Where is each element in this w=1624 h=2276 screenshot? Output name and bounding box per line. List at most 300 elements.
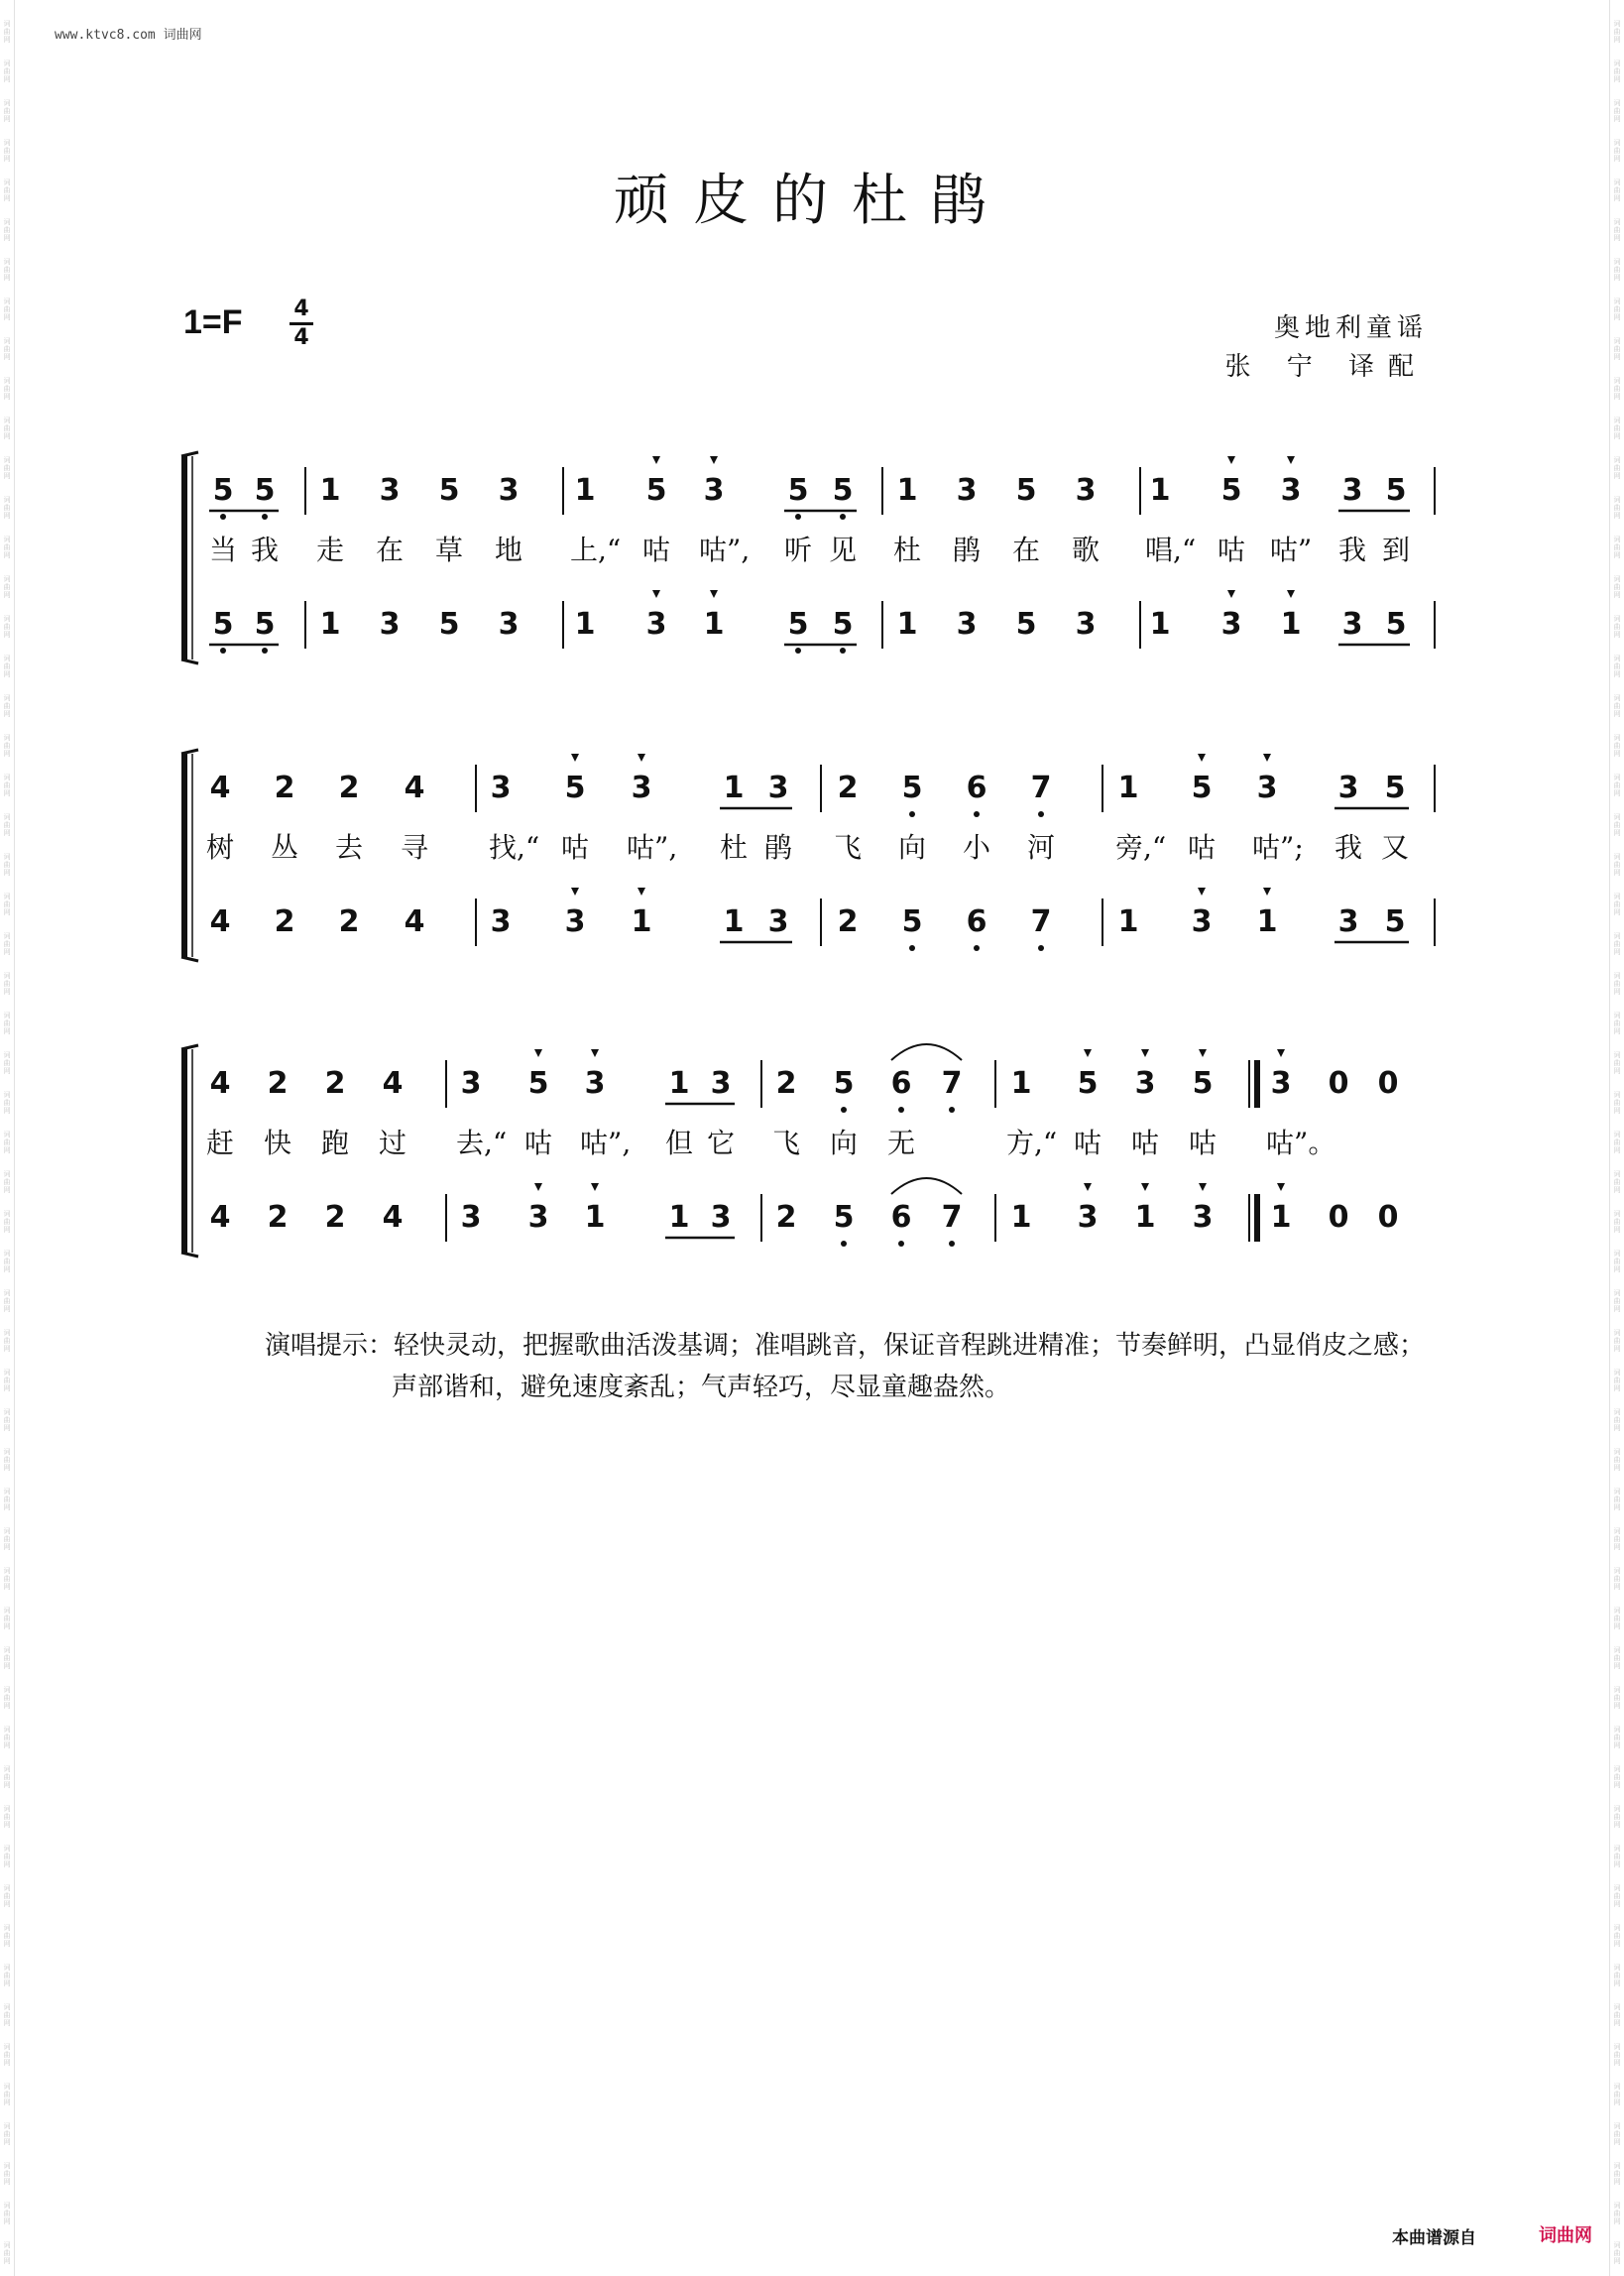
lyric-char: 咕”, (699, 534, 751, 566)
note-voice2: 1 (703, 607, 725, 642)
side-watermark-text: 词曲网 (3, 417, 11, 440)
note-voice1: 1 (668, 1066, 690, 1101)
side-watermark-text: 词曲网 (3, 60, 11, 83)
side-watermark-text: 词曲网 (1613, 1527, 1621, 1551)
side-watermark-text: 词曲网 (3, 655, 11, 678)
lyric-char: 树 (205, 831, 234, 864)
lyric-char: 咕 (560, 831, 589, 864)
side-watermark-text: 词曲网 (1613, 2083, 1621, 2106)
note-voice1: 3 (490, 771, 512, 805)
lyric-char: 咕”; (1252, 831, 1304, 864)
staccato-mark (1199, 1049, 1207, 1057)
side-watermark-text: 词曲网 (3, 1805, 11, 1829)
lyric-char: 咕 (641, 534, 670, 566)
low-octave-dot (974, 945, 980, 951)
lyric-char: 歌 (1071, 534, 1100, 566)
note-voice2: 5 (787, 607, 809, 642)
note-voice2: 5 (1015, 607, 1037, 642)
side-watermark-text: 词曲网 (1613, 298, 1621, 321)
note-voice2: 1 (1149, 607, 1171, 642)
note-voice2: 1 (1256, 904, 1278, 939)
key-signature: 1=F (183, 303, 243, 341)
side-watermark-text: 词曲网 (1613, 972, 1621, 996)
note-voice1: 1 (1117, 771, 1139, 805)
lyric-char: 咕”, (580, 1127, 632, 1159)
staccato-mark (1084, 1183, 1092, 1191)
side-watermark-text: 词曲网 (3, 1884, 11, 1908)
side-watermark-text: 词曲网 (1613, 337, 1621, 361)
note-voice2: 2 (338, 904, 360, 939)
time-signature-top: 4 (293, 297, 309, 321)
lyric-char: 咕” (1269, 534, 1313, 566)
side-watermark-text: 词曲网 (1613, 853, 1621, 877)
staccato-mark (534, 1183, 542, 1191)
side-watermark-text: 词曲网 (1613, 1250, 1621, 1273)
staccato-mark (1198, 754, 1206, 762)
lyric-char: 咕 (1073, 1127, 1102, 1159)
low-octave-dot (949, 1241, 955, 1247)
staccato-mark (638, 754, 645, 762)
lyric-char: 在 (375, 534, 404, 566)
side-watermark-text: 词曲网 (1613, 1964, 1621, 1987)
lyric-char: 旁,“ (1115, 831, 1167, 864)
lyric-char: 但 (664, 1127, 693, 1159)
note-voice2: 3 (1192, 1200, 1214, 1235)
side-watermark-text: 词曲网 (1613, 1488, 1621, 1511)
side-watermark-text: 词曲网 (1613, 139, 1621, 163)
lyric-char: 无 (886, 1127, 915, 1159)
low-octave-dot (795, 648, 801, 654)
note-voice1: 3 (1280, 473, 1302, 508)
side-watermark-text: 词曲网 (3, 1448, 11, 1472)
side-watermark-text: 词曲网 (1613, 1012, 1621, 1035)
side-watermark-text: 词曲网 (1613, 1369, 1621, 1392)
note-voice2: 1 (584, 1200, 606, 1235)
side-watermark-text: 词曲网 (3, 377, 11, 401)
staccato-mark (571, 754, 579, 762)
note-voice2: 1 (574, 607, 596, 642)
note-voice2: 5 (254, 607, 276, 642)
note-voice1: 2 (775, 1066, 797, 1101)
note-voice1: 5 (438, 473, 460, 508)
staccato-mark (1263, 888, 1271, 896)
low-octave-dot (898, 1107, 904, 1113)
note-voice1: 1 (1010, 1066, 1032, 1101)
note-voice1: 7 (1030, 771, 1052, 805)
note-voice1: 4 (209, 771, 231, 805)
note-voice1: 3 (703, 473, 725, 508)
note-voice2: 3 (490, 904, 512, 939)
note-voice1: 5 (833, 1066, 855, 1101)
side-watermark-text: 词曲网 (3, 1527, 11, 1551)
side-watermark-text: 词曲网 (1613, 536, 1621, 559)
side-watermark-text: 词曲网 (1613, 1726, 1621, 1749)
side-watermark-text: 词曲网 (1613, 1289, 1621, 1313)
note-voice2: 3 (527, 1200, 549, 1235)
note-voice2: 3 (645, 607, 667, 642)
footer-source: 本曲谱源自 (1392, 2228, 1476, 2248)
note-voice2: 1 (1134, 1200, 1156, 1235)
side-watermark-text: 词曲网 (1613, 417, 1621, 440)
side-watermark-text: 词曲网 (3, 1012, 11, 1035)
bracket-hook-top (181, 1045, 198, 1049)
side-watermark-text: 词曲网 (3, 1170, 11, 1194)
low-octave-dot (262, 648, 268, 654)
lyric-char: 咕 (1217, 534, 1245, 566)
side-watermark-text: 词曲网 (3, 536, 11, 559)
side-watermark-text: 词曲网 (1613, 575, 1621, 599)
lyric-char: 走 (315, 534, 344, 566)
side-watermark-text: 词曲网 (3, 179, 11, 202)
side-watermark-text: 词曲网 (1613, 1448, 1621, 1472)
note-voice1: 3 (1337, 771, 1359, 805)
side-watermark-text: 词曲网 (3, 2043, 11, 2067)
side-watermark-text: 词曲网 (3, 456, 11, 480)
note-voice2: 5 (901, 904, 923, 939)
side-watermark-text: 词曲网 (1613, 99, 1621, 123)
side-watermark-text: 词曲网 (3, 1924, 11, 1948)
note-voice2: 2 (775, 1200, 797, 1235)
note-voice2: 3 (1220, 607, 1242, 642)
note-voice2: 2 (837, 904, 859, 939)
note-voice1: 3 (1256, 771, 1278, 805)
side-watermark-text: 词曲网 (1613, 932, 1621, 956)
side-watermark-text: 词曲网 (3, 2122, 11, 2146)
side-watermark-text: 词曲网 (1613, 1131, 1621, 1154)
side-watermark-text: 词曲网 (3, 2202, 11, 2225)
note-voice1: 3 (1270, 1066, 1292, 1101)
side-watermark-text: 词曲网 (1613, 2162, 1621, 2186)
side-watermark-text: 词曲网 (3, 1369, 11, 1392)
note-voice1: 7 (941, 1066, 963, 1101)
lyric-char: 河 (1026, 831, 1055, 864)
side-watermark-text: 词曲网 (3, 1051, 11, 1075)
note-voice1: 3 (379, 473, 401, 508)
staccato-mark (1287, 590, 1295, 598)
side-watermark-text: 词曲网 (3, 99, 11, 123)
side-watermark-text: 词曲网 (3, 1686, 11, 1710)
staccato-mark (1198, 888, 1206, 896)
note-voice2: 0 (1377, 1200, 1399, 1235)
note-voice1: 2 (338, 771, 360, 805)
note-voice1: 5 (1384, 771, 1406, 805)
staccato-mark (652, 590, 660, 598)
note-voice2: 7 (1030, 904, 1052, 939)
side-watermark-text: 词曲网 (1613, 813, 1621, 837)
note-voice1: 3 (460, 1066, 482, 1101)
note-voice1: 5 (527, 1066, 549, 1101)
note-voice2: 1 (896, 607, 918, 642)
footer-site-link[interactable]: 词曲网 (1539, 2225, 1592, 2246)
note-voice2: 1 (723, 904, 745, 939)
lyric-char: 草 (434, 534, 463, 566)
lyric-char: 向 (829, 1127, 858, 1159)
note-voice1: 6 (890, 1066, 912, 1101)
side-watermark-text: 词曲网 (3, 2241, 11, 2265)
lyric-char: 快 (263, 1127, 291, 1159)
side-watermark-text: 词曲网 (3, 1726, 11, 1749)
side-watermark-text: 词曲网 (3, 1250, 11, 1273)
side-watermark-text: 词曲网 (3, 1329, 11, 1353)
lyric-char: 鹃 (952, 534, 981, 566)
note-voice1: 5 (1191, 771, 1213, 805)
side-watermark-text: 词曲网 (1613, 1884, 1621, 1908)
translator-credit: 张 宁 译配 (1224, 352, 1428, 382)
lyric-char: 寻 (400, 831, 428, 864)
low-octave-dot (909, 811, 915, 817)
note-voice1: 4 (382, 1066, 404, 1101)
staccato-mark (710, 456, 718, 464)
side-watermark-text: 词曲网 (1613, 1845, 1621, 1868)
staccato-mark (534, 1049, 542, 1057)
low-octave-dot (840, 514, 846, 520)
side-watermark-text: 词曲网 (3, 1765, 11, 1789)
lyric-char: 咕 (1188, 1127, 1217, 1159)
side-watermark-text: 词曲网 (3, 734, 11, 758)
note-voice2: 3 (1075, 607, 1097, 642)
lyric-char: 见 (828, 534, 857, 566)
staccato-mark (1199, 1183, 1207, 1191)
note-voice1: 2 (274, 771, 295, 805)
note-voice2: 3 (379, 607, 401, 642)
note-voice1: 5 (1077, 1066, 1099, 1101)
lyric-char: 小 (962, 831, 990, 864)
low-octave-dot (841, 1241, 847, 1247)
side-watermark-text: 词曲网 (3, 2083, 11, 2106)
staccato-mark (710, 590, 718, 598)
note-voice2: 1 (1270, 1200, 1292, 1235)
bracket-hook-top (181, 750, 198, 754)
lyric-char: 过 (378, 1127, 406, 1159)
note-voice2: 0 (1328, 1200, 1349, 1235)
lyric-char: 方,“ (1006, 1127, 1058, 1159)
lyric-char: 丛 (270, 831, 298, 864)
side-watermark-text: 词曲网 (1613, 2122, 1621, 2146)
side-watermark-text: 词曲网 (1613, 1646, 1621, 1670)
lyric-char: 杜 (719, 831, 748, 864)
side-watermark-text: 词曲网 (3, 2162, 11, 2186)
side-watermark-text: 词曲网 (3, 893, 11, 916)
lyric-char: 找,“ (489, 831, 540, 864)
side-watermark-text: 词曲网 (1613, 60, 1621, 83)
side-watermark-text: 词曲网 (1613, 1765, 1621, 1789)
lyric-char: 我 (1337, 534, 1366, 566)
lyric-char: 听 (783, 534, 812, 566)
note-voice1: 3 (498, 473, 520, 508)
side-watermark-text: 词曲网 (1613, 1170, 1621, 1194)
tips-line-2: 声部谐和，避免速度紊乱；气声轻巧，尽显童趣盎然。 (392, 1373, 1011, 1402)
side-watermark-text: 词曲网 (1613, 774, 1621, 797)
side-watermark-text: 词曲网 (1613, 258, 1621, 282)
lyric-char: 飞 (833, 831, 862, 864)
lyric-char: 飞 (771, 1127, 800, 1159)
note-voice2: 3 (1077, 1200, 1099, 1235)
lyric-char: 向 (897, 831, 926, 864)
lyric-char: 咕”, (627, 831, 678, 864)
side-watermark-text: 词曲网 (3, 694, 11, 718)
note-voice2: 3 (1191, 904, 1213, 939)
side-watermark-text: 词曲网 (3, 1964, 11, 1987)
side-watermark-text: 词曲网 (3, 853, 11, 877)
bracket-hook-bottom (181, 1253, 198, 1257)
low-octave-dot (840, 648, 846, 654)
note-voice1: 0 (1328, 1066, 1349, 1101)
note-voice2: 7 (941, 1200, 963, 1235)
side-watermark-text: 词曲网 (3, 496, 11, 520)
side-watermark-text: 词曲网 (1613, 1567, 1621, 1591)
note-voice2: 1 (319, 607, 341, 642)
low-octave-dot (1038, 945, 1044, 951)
note-voice2: 4 (209, 904, 231, 939)
lyric-char: 它 (706, 1127, 735, 1159)
note-voice1: 5 (1015, 473, 1037, 508)
side-watermark-text: 词曲网 (1613, 1210, 1621, 1234)
side-watermark-text: 词曲网 (3, 774, 11, 797)
side-watermark-text: 词曲网 (1613, 179, 1621, 202)
note-voice1: 1 (574, 473, 596, 508)
note-voice2: 5 (212, 607, 234, 642)
note-voice2: 1 (631, 904, 652, 939)
note-voice1: 5 (832, 473, 854, 508)
low-octave-dot (220, 648, 226, 654)
side-watermark-text: 词曲网 (3, 932, 11, 956)
note-voice2: 5 (832, 607, 854, 642)
staccato-mark (591, 1183, 599, 1191)
side-watermark-text: 词曲网 (1613, 1607, 1621, 1630)
bracket-hook-top (181, 452, 198, 456)
low-octave-dot (949, 1107, 955, 1113)
staccato-mark (1287, 456, 1295, 464)
staccato-mark (652, 456, 660, 464)
lyric-char: 上,“ (570, 534, 622, 566)
low-octave-dot (795, 514, 801, 520)
side-watermark-text: 词曲网 (3, 1845, 11, 1868)
note-voice2: 4 (382, 1200, 404, 1235)
low-octave-dot (909, 945, 915, 951)
note-voice1: 0 (1377, 1066, 1399, 1101)
side-watermark-text: 词曲网 (1613, 893, 1621, 916)
low-octave-dot (1038, 811, 1044, 817)
note-voice2: 4 (209, 1200, 231, 1235)
lyric-char: 当 (208, 534, 237, 566)
note-voice1: 3 (1134, 1066, 1156, 1101)
lyric-char: 去 (334, 831, 363, 864)
side-watermark-text: 词曲网 (1613, 1091, 1621, 1115)
time-signature-bottom: 4 (293, 325, 309, 350)
note-voice2: 1 (1117, 904, 1139, 939)
note-voice2: 4 (404, 904, 425, 939)
note-voice1: 3 (767, 771, 789, 805)
note-voice1: 2 (267, 1066, 289, 1101)
side-watermark-text: 词曲网 (3, 337, 11, 361)
side-watermark-text: 词曲网 (1613, 734, 1621, 758)
side-watermark-text: 词曲网 (1613, 2003, 1621, 2027)
lyric-char: 地 (494, 534, 522, 566)
side-watermark-text: 词曲网 (3, 1210, 11, 1234)
side-watermark-text: 词曲网 (3, 139, 11, 163)
origin-credit: 奥地利童谣 (1273, 313, 1428, 343)
lyric-char: 我 (250, 534, 279, 566)
note-voice2: 1 (1010, 1200, 1032, 1235)
side-watermark-text: 词曲网 (3, 615, 11, 639)
note-voice1: 5 (254, 473, 276, 508)
side-watermark-text: 词曲网 (1613, 2043, 1621, 2067)
side-watermark-text: 词曲网 (3, 298, 11, 321)
side-watermark-text: 词曲网 (1613, 377, 1621, 401)
lyric-char: 鹃 (763, 831, 792, 864)
side-watermark-text: 词曲网 (3, 258, 11, 282)
note-voice1: 5 (1192, 1066, 1214, 1101)
note-voice2: 5 (1385, 607, 1407, 642)
lyric-char: 到 (1381, 534, 1410, 566)
side-watermark-text: 词曲网 (3, 1408, 11, 1432)
low-octave-dot (262, 514, 268, 520)
lyric-char: 去,“ (456, 1127, 508, 1159)
note-voice2: 3 (956, 607, 978, 642)
note-voice2: 6 (890, 1200, 912, 1235)
note-voice1: 3 (1341, 473, 1363, 508)
side-watermark-text: 词曲网 (3, 1289, 11, 1313)
note-voice1: 3 (956, 473, 978, 508)
lyric-char: 杜 (892, 534, 921, 566)
note-voice1: 4 (404, 771, 425, 805)
lyric-char: 咕 (1187, 831, 1216, 864)
note-voice2: 1 (668, 1200, 690, 1235)
note-voice2: 2 (274, 904, 295, 939)
low-octave-dot (974, 811, 980, 817)
note-voice2: 2 (267, 1200, 289, 1235)
lyric-char: 赶 (205, 1127, 234, 1159)
side-watermark-text: 词曲网 (3, 1607, 11, 1630)
side-watermark-text: 词曲网 (3, 218, 11, 242)
lyric-char: 唱,“ (1145, 534, 1197, 566)
site-header[interactable]: www.ktvc8.com 词曲网 (55, 28, 202, 43)
staccato-mark (1277, 1049, 1285, 1057)
note-voice2: 3 (1337, 904, 1359, 939)
note-voice1: 1 (896, 473, 918, 508)
low-octave-dot (220, 514, 226, 520)
lyric-char: 我 (1334, 831, 1362, 864)
side-watermark-text: 词曲网 (1613, 218, 1621, 242)
note-voice2: 3 (710, 1200, 732, 1235)
side-watermark-text: 词曲网 (1613, 2241, 1621, 2265)
note-voice1: 5 (1385, 473, 1407, 508)
side-watermark-text: 词曲网 (3, 1488, 11, 1511)
side-watermark-text: 词曲网 (3, 1567, 11, 1591)
staccato-mark (591, 1049, 599, 1057)
song-title: 顽皮的杜鹃 (614, 169, 1010, 233)
staccato-mark (1277, 1183, 1285, 1191)
note-voice1: 5 (645, 473, 667, 508)
staccato-mark (1227, 590, 1235, 598)
note-voice1: 4 (209, 1066, 231, 1101)
staccato-mark (1141, 1049, 1149, 1057)
side-watermark-text: 词曲网 (1613, 456, 1621, 480)
low-octave-dot (841, 1107, 847, 1113)
side-watermark-text: 词曲网 (1613, 694, 1621, 718)
slur-arc (891, 1044, 962, 1060)
side-watermark-text: 词曲网 (1613, 2202, 1621, 2225)
note-voice1: 6 (966, 771, 987, 805)
note-voice1: 3 (631, 771, 652, 805)
note-voice1: 5 (212, 473, 234, 508)
side-watermark-text: 词曲网 (3, 1091, 11, 1115)
staccato-mark (1227, 456, 1235, 464)
bracket-hook-bottom (181, 659, 198, 663)
note-voice2: 3 (460, 1200, 482, 1235)
lyric-char: 咕”。 (1266, 1127, 1336, 1159)
lyric-char: 又 (1380, 831, 1409, 864)
